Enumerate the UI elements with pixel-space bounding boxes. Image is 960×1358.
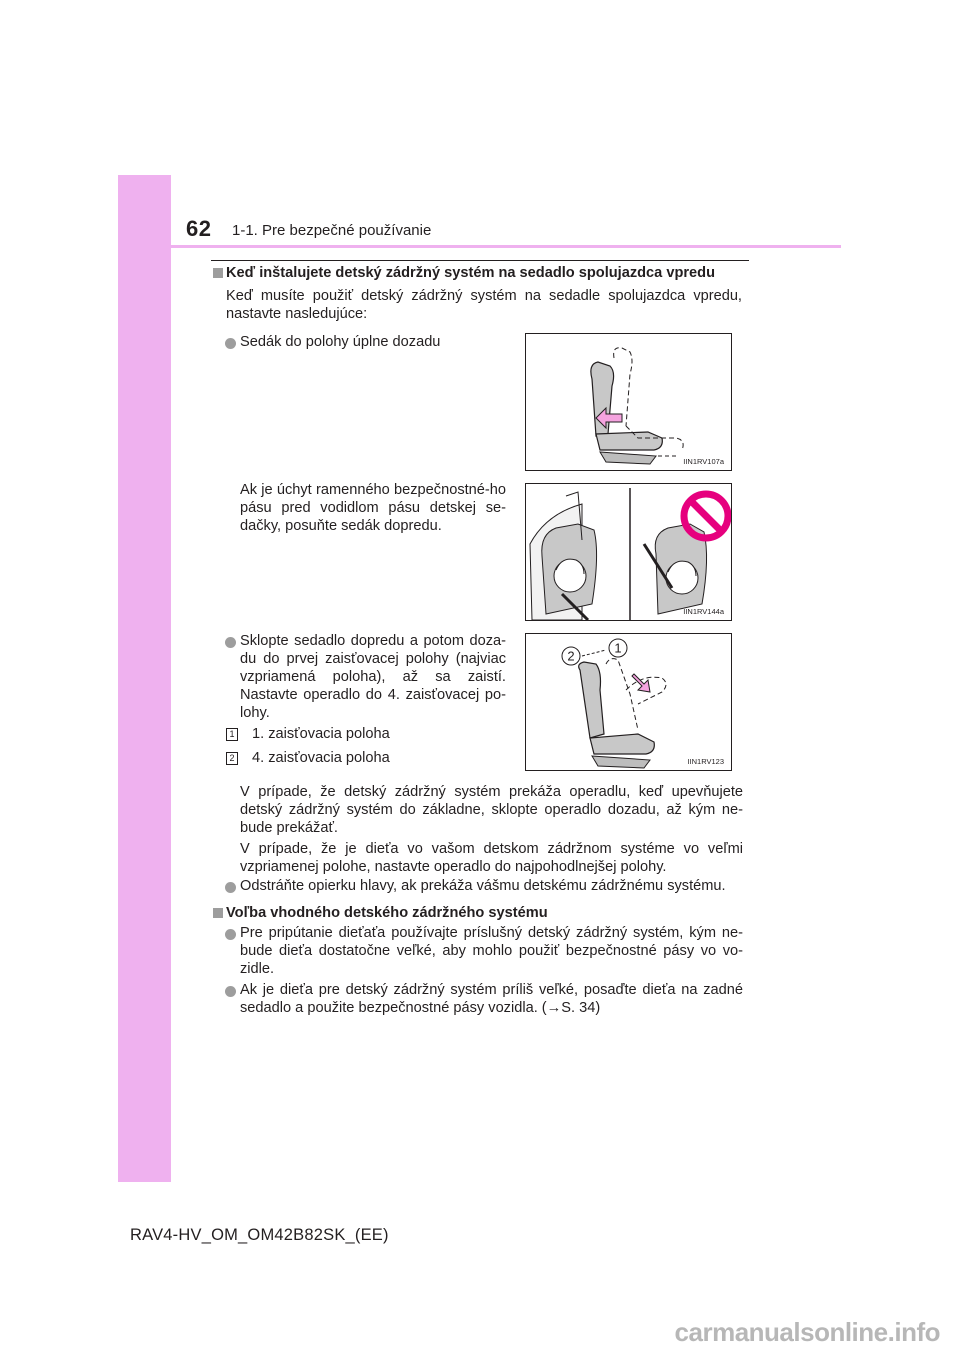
- figure-code: IIN1RV107a: [683, 457, 724, 466]
- legend-item-2: 4. zaisťovacia poloha: [252, 750, 390, 766]
- bullet-seatback-adjust: Sklopte sedadlo dopredu a potom doza-du do prvej zaisťovacej polohy (najviac vzpriamená poloha), až sa zaistí. Nastavte operadlo do 4. zaisťovacej po-lohy.: [240, 633, 506, 721]
- header-divider: [171, 245, 841, 248]
- section1-heading: Keď inštalujete detský zádržný systém na sedadlo spolujazdca vpredu: [226, 265, 715, 281]
- bullet-dot: [225, 986, 236, 997]
- bullet-dot: [225, 929, 236, 940]
- legend-number-box: 1: [226, 728, 238, 741]
- section-title: 1-1. Pre bezpečné používanie: [232, 222, 432, 239]
- chapter-tab-band: [118, 175, 171, 1182]
- figure-belt-position: [525, 483, 732, 621]
- page-number: 62: [186, 216, 212, 241]
- subsection-divider: [211, 260, 749, 261]
- position-label-2: 2: [567, 648, 575, 664]
- section1-intro: Keď musíte použiť detský zádržný systém na sedadle spolujazdca vpredu, nastavte nasledujúce:: [226, 288, 742, 322]
- heading-square-bullet: [213, 908, 223, 918]
- figure-seat-slide: [525, 333, 732, 471]
- paragraph-interference: V prípade, že detský zádržný systém prekáža operadlu, keď upevňujete detský zádržný systém do základne, sklopte operadlo dozadu, až kým ne-bude prekážať.: [240, 784, 743, 836]
- bullet-dot: [225, 637, 236, 648]
- bullet-too-big: Ak je dieťa pre detský zádržný systém príliš veľké, posaďte dieťa na zadné sedadlo a použite bezpečnostné pásy vozidla. (→S. 34): [240, 982, 743, 1016]
- belt-position-illustration: [526, 484, 732, 621]
- bullet-dot: [225, 882, 236, 893]
- figure-code: IIN1RV123: [687, 757, 724, 766]
- seat-slide-illustration: [526, 334, 732, 471]
- section2-heading: Voľba vhodného detského zádržného systému: [226, 905, 548, 921]
- paragraph-upright: V prípade, že je dieťa vo vašom detskom zádržnom systéme vo veľmi vzpriamenej polohe, nastavte operadlo do najpohodlnejšej polohy.: [240, 841, 743, 875]
- bullet-headrest: Odstráňte opierku hlavy, ak prekáža vášmu detskému zádržnému systému.: [240, 878, 726, 894]
- document-code: RAV4-HV_OM_OM42B82SK_(EE): [130, 1226, 389, 1244]
- bullet-dot: [225, 338, 236, 349]
- watermark: carmanualsonline.info: [674, 1317, 940, 1347]
- position-label-1: 1: [614, 640, 622, 656]
- heading-square-bullet: [213, 268, 223, 278]
- legend-item-1: 1. zaisťovacia poloha: [252, 726, 390, 742]
- figure-seatback-positions: [525, 633, 732, 771]
- bullet-use-restraint: Pre pripútanie dieťaťa používajte príslušný detský zádržný systém, kým ne-bude dieťa dostatočne veľké, aby mohlo použiť bezpečnostné pásy vo vo-zidle.: [240, 925, 743, 977]
- legend-number-box: 2: [226, 752, 238, 765]
- figure-code: IIN1RV144a: [683, 607, 724, 616]
- seatback-illustration: [526, 634, 732, 771]
- bullet-seat-note: Ak je úchyt ramenného bezpečnostné-ho pásu pred vodidlom pásu detskej se-dačky, posuňte sedák dopredu.: [240, 482, 506, 534]
- bullet-seat-back: Sedák do polohy úplne dozadu: [240, 334, 441, 350]
